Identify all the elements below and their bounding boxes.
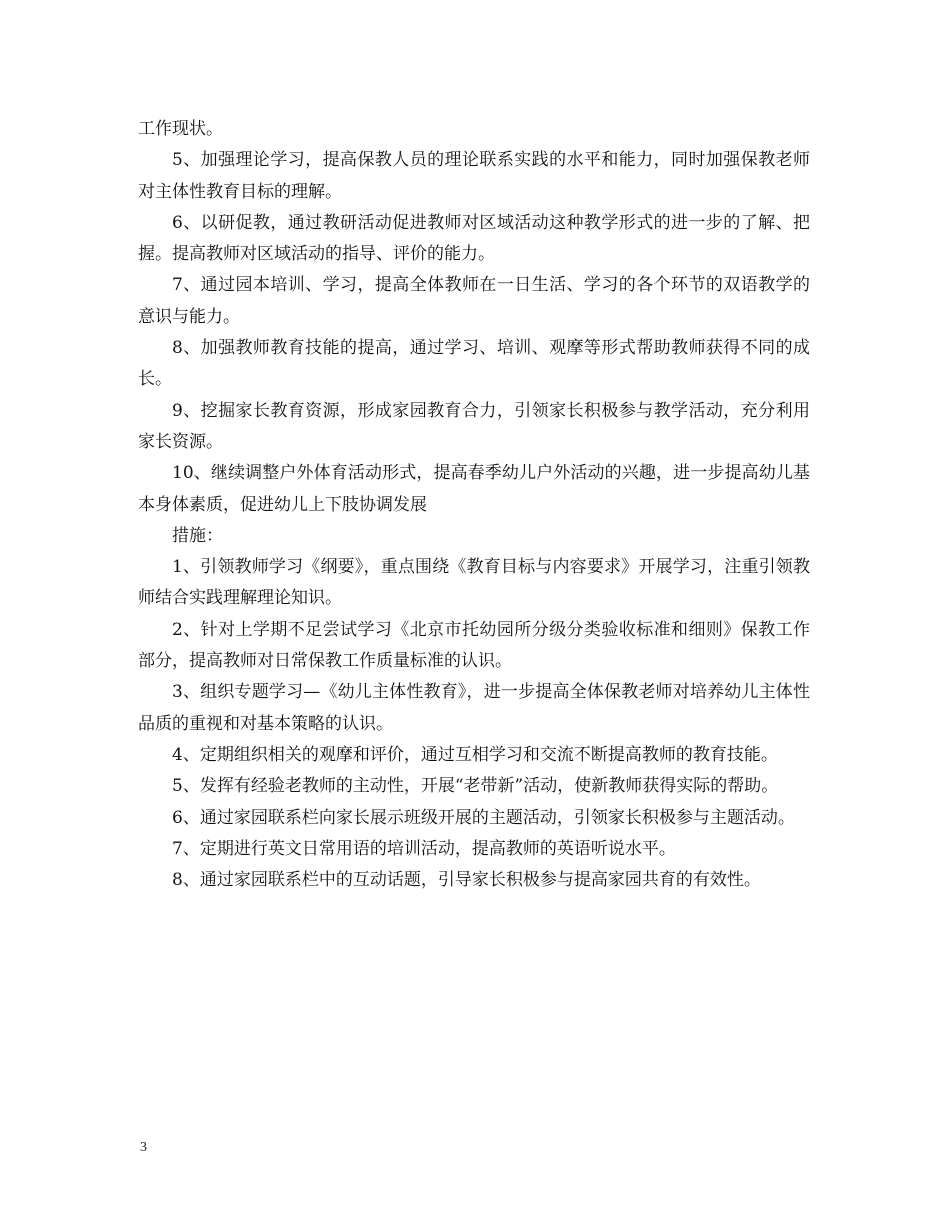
paragraph-measure-4: 4、定期组织相关的观摩和评价，通过互相学习和交流不断提高教师的教育技能。 (172, 744, 778, 765)
paragraph-measure-2: 2、针对上学期不足尝试学习《北京市托幼园所分级分类验收标准和细则》保教工作部分，提高教师对日常保教工作质量标准的认识。 (138, 619, 810, 672)
paragraph-goal-5: 5、加强理论学习，提高保教人员的理论联系实践的水平和能力，同时加强保教老师对主体性教育目标的理解。 (138, 150, 810, 202)
paragraph-measure-7: 7、定期进行英文日常用语的培训活动，提高教师的英语听说水平。 (172, 838, 676, 859)
paragraph-goal-6: 6、以研促教，通过教研活动促进教师对区域活动这种教学形式的进一步的了解、把握。提高教师对区域活动的指导、评价的能力。 (138, 212, 810, 265)
paragraph-measure-3: 3、组织专题学习—《幼儿主体性教育》，进一步提高全体保教老师对培养幼儿主体性品质的重视和对基本策略的认识。 (138, 682, 810, 734)
paragraph-goal-8: 8、加强教师教育技能的提高，通过学习、培训、观摩等形式帮助教师获得不同的成长。 (138, 338, 810, 390)
page-number: 3 (140, 1140, 147, 1155)
section-heading-measures: 措施： (172, 525, 223, 546)
document-body (138, 114, 810, 896)
paragraph-measure-8: 8、通过家园联系栏中的互动话题，引导家长积极参与提高家园共育的有效性。 (172, 870, 761, 891)
paragraph-goal-10: 10、继续调整户外体育活动形式，提高春季幼儿户外活动的兴趣，进一步提高幼儿基本身体素质，促进幼儿上下肢协调发展 (138, 463, 810, 515)
paragraph-measure-1: 1、引领教师学习《纲要》，重点围绕《教育目标与内容要求》开展学习，注重引领教师结合实践理解理论知识。 (138, 557, 810, 609)
paragraph-continuation: 工作现状。 (138, 119, 223, 139)
paragraph-measure-5: 5、发挥有经验老教师的主动性，开展“老带新”活动，使新教师获得实际的帮助。 (172, 776, 779, 797)
paragraph-goal-7: 7、通过园本培训、学习，提高全体教师在一日生活、学习的各个环节的双语教学的意识与能力。 (138, 275, 810, 327)
paragraph-measure-6: 6、通过家园联系栏向家长展示班级开展的主题活动，引领家长积极参与主题活动。 (172, 807, 795, 828)
paragraph-goal-9: 9、挖掘家长教育资源，形成家园教育合力，引领家长积极参与教学活动，充分利用家长资源。 (138, 400, 810, 452)
